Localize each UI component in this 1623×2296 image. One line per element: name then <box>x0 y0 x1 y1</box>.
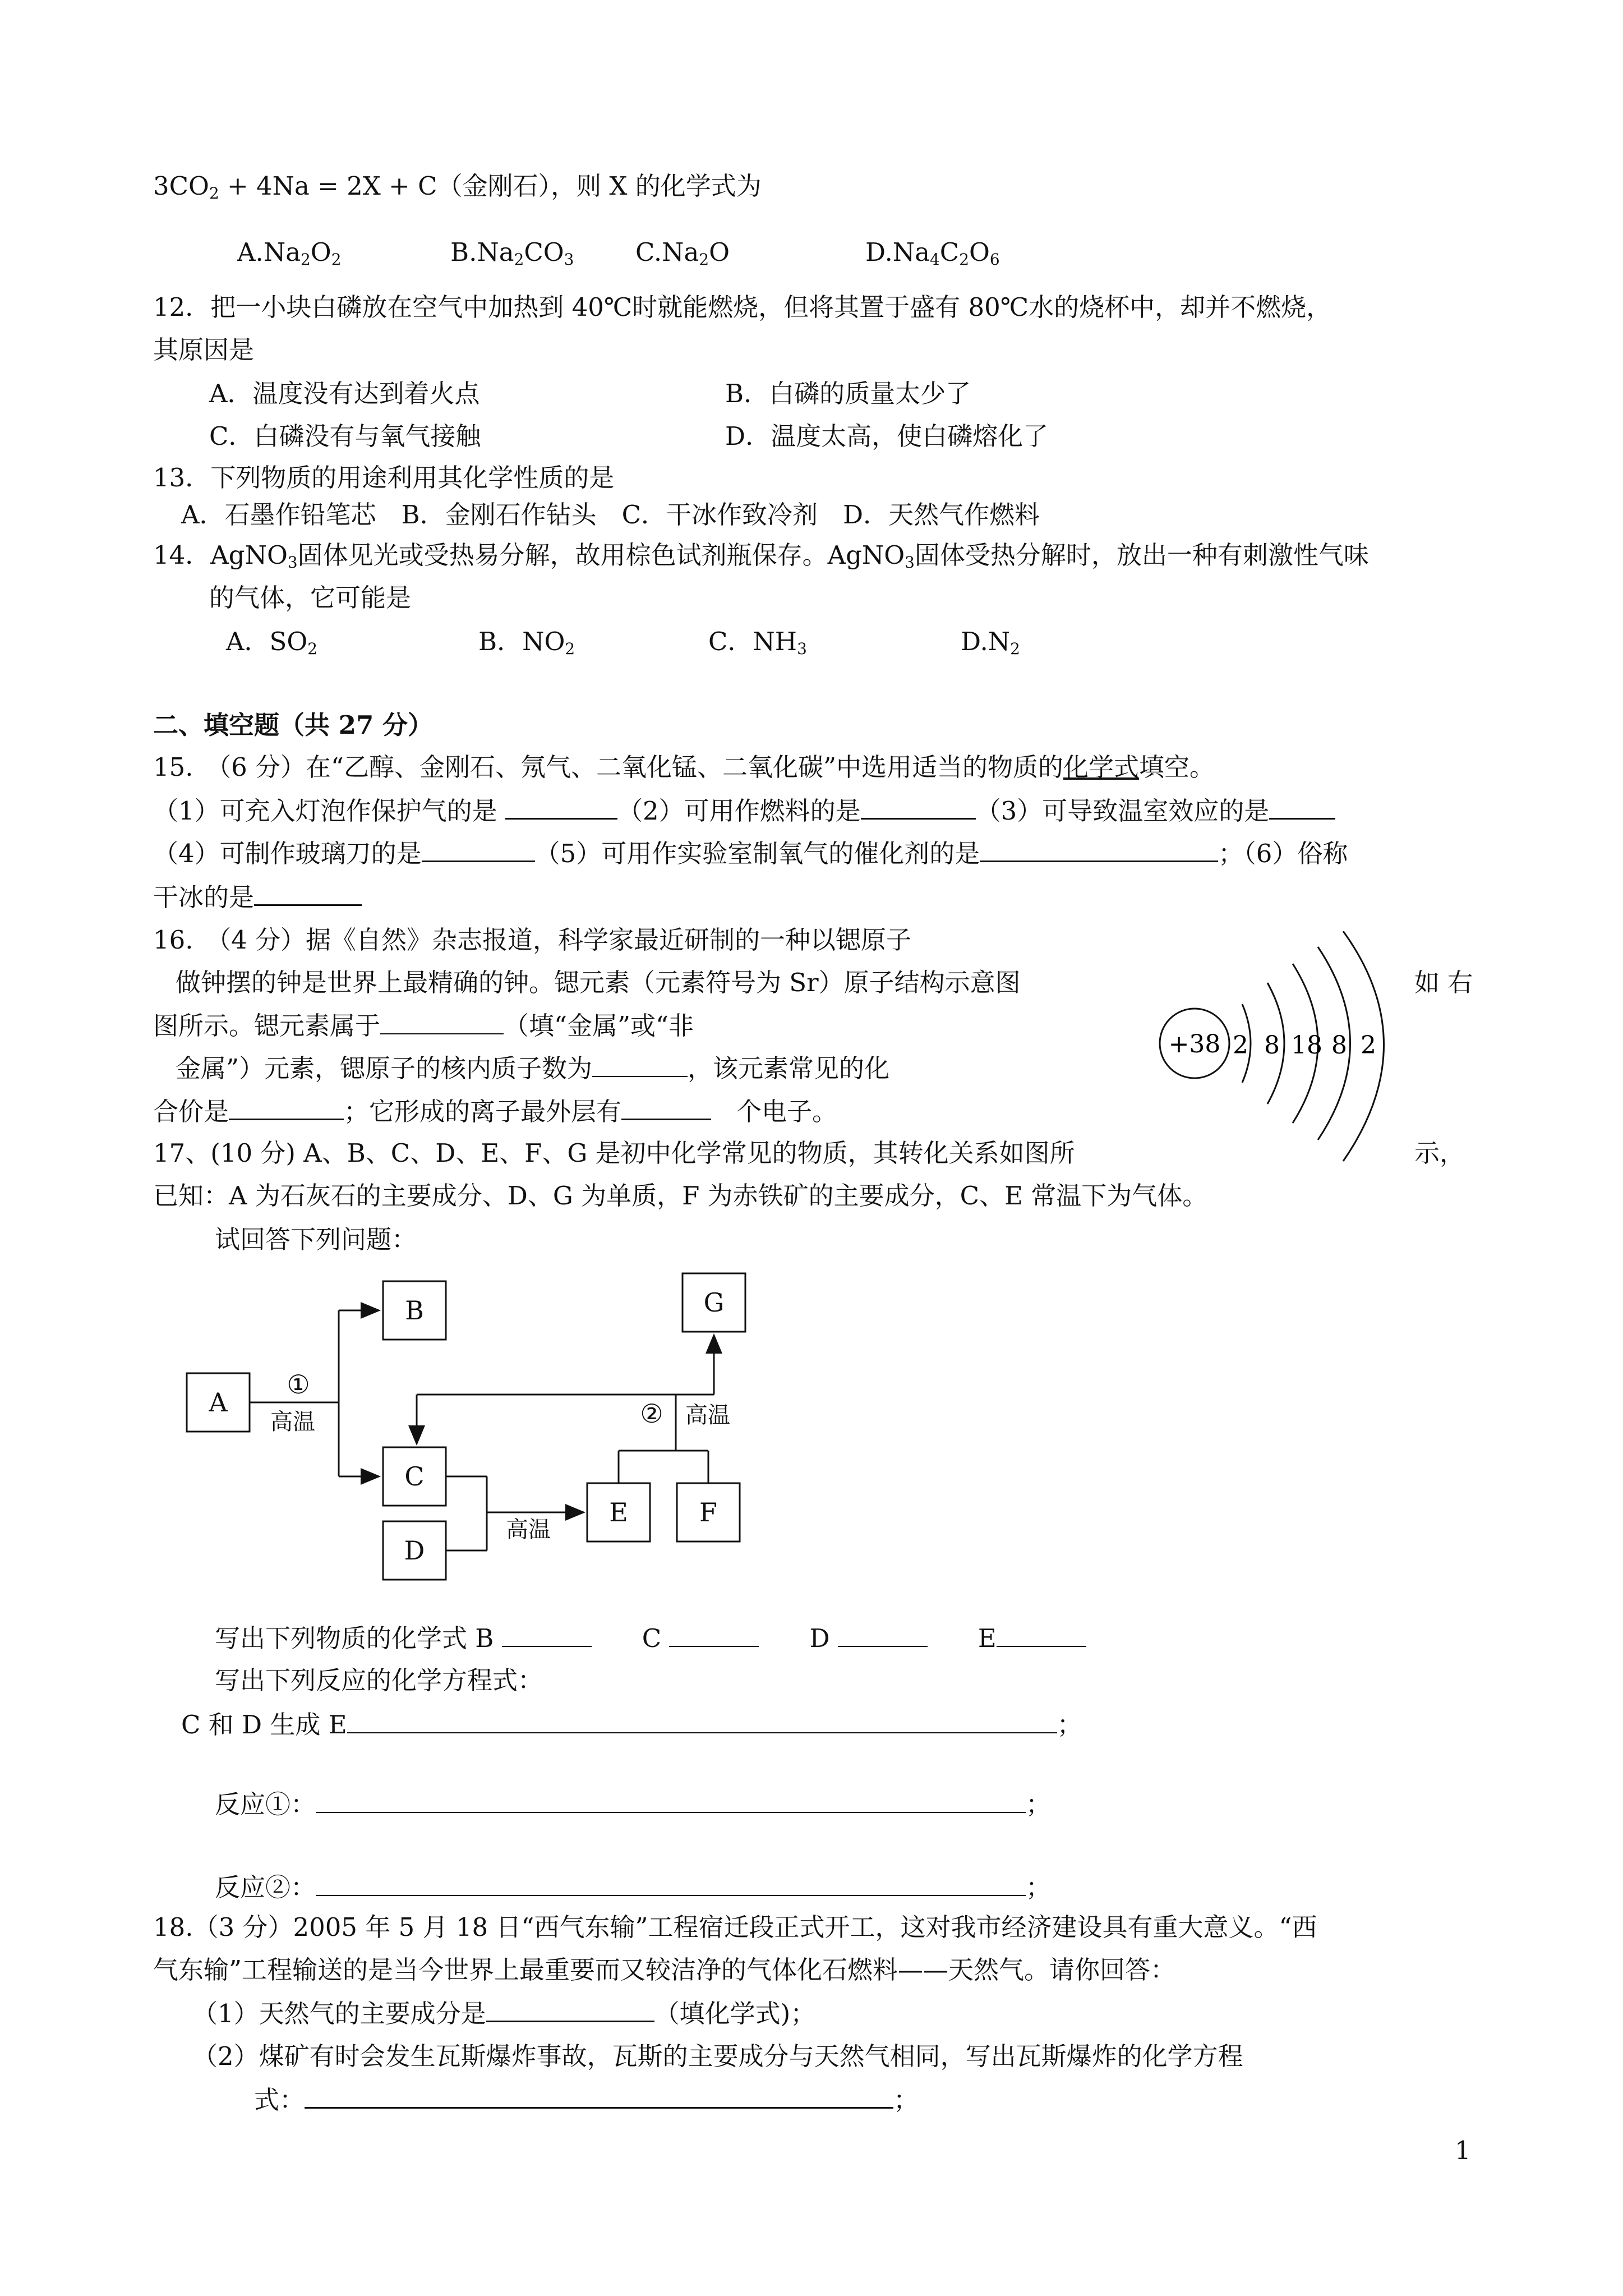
formula-subscript: 2 <box>331 250 342 269</box>
atom-shell-count-2: 8 <box>1264 1031 1280 1060</box>
box-b-label: B <box>405 1295 424 1326</box>
condition-label-3: 高温 <box>506 1517 551 1543</box>
q14-option-c: C．$NH_3$ <box>708 627 807 658</box>
q14-option-b: B．$NO_2$ <box>478 627 575 658</box>
formula-subscript: 4 <box>930 250 940 269</box>
q17-equation-prompt: 写出下列反应的化学方程式： <box>215 1665 543 1695</box>
q11-equation: $3CO_2 + 4Na = 2X + C$（金刚石），则 X 的化学式为 <box>153 171 762 203</box>
q16-line5: 合价是 ；它形成的离子最外层有 个电子。 <box>153 1094 837 1129</box>
q17-reaction-2-line: 反应②： ； <box>215 1870 1051 1904</box>
formula-subscript: 2 <box>514 250 524 269</box>
q17-blank-d[interactable] <box>838 1621 928 1647</box>
formula-text: Na <box>477 237 514 267</box>
q11-option-b <box>450 236 574 269</box>
q12-option-b: B．白磷的质量太少了 <box>725 379 971 408</box>
q12-option-c: C．白磷没有与氧气接触 <box>209 421 481 451</box>
formula-subscript: 2 <box>959 250 969 269</box>
box-e-label: E <box>609 1497 628 1527</box>
condition-label-2: 高温 <box>685 1402 730 1428</box>
q15-underlined-term: 化学式 <box>1063 752 1140 782</box>
box-g-label: G <box>703 1287 725 1318</box>
q17-line2: 已知：A 为石灰石的主要成分、D、G 为单质，F 为赤铁矿的主要成分，C、E 常温下为气体。 <box>153 1181 1208 1211</box>
formula-text: Na <box>263 237 301 267</box>
q13-stem: 13．下列物质的用途利用其化学性质的是 <box>153 463 615 493</box>
q17-reaction-1-line: 反应①： ； <box>215 1787 1051 1821</box>
atom-shell-count-4: 8 <box>1331 1031 1347 1060</box>
atom-shell-count-1: 2 <box>1233 1031 1248 1060</box>
formula-text: O <box>709 237 730 267</box>
atom-shell-count-5: 2 <box>1361 1031 1376 1060</box>
q15-line3: （4）可制作玻璃刀的是 （5）可用作实验室制氧气的催化剂的是 ；（6）俗称 <box>153 836 1348 871</box>
q17-line1: 17、(10 分) A、B、C、D、E、F、G 是初中化学常见的物质，其转化关系如图所 <box>153 1138 1075 1168</box>
q16-line2-right: 如 右 <box>1414 968 1473 997</box>
q16-line1: 16. （4 分）据《自然》杂志报道，科学家最近研制的一种以锶原子 <box>153 925 912 955</box>
q16-line3: 图所示。锶元素属于 （填“金属”或“非 <box>153 1009 694 1043</box>
q14-option-a: A．$SO_2$ <box>226 627 317 658</box>
q17-equation-ce-line: C 和 D 生成 E ； <box>181 1708 1082 1742</box>
formula-text: O <box>310 237 331 267</box>
formula-text: C <box>939 237 960 267</box>
option-letter: D. <box>865 237 893 267</box>
q16-line2: 做钟摆的钟是世界上最精确的钟。锶元素（元素符号为 Sr）原子结构示意图 <box>176 968 1021 997</box>
q17-blank-e[interactable] <box>997 1621 1086 1647</box>
q18-blank-2[interactable] <box>305 2082 893 2109</box>
box-a-label: A <box>209 1387 228 1418</box>
q16-blank-1[interactable] <box>380 1009 504 1034</box>
q12-option-a: A．温度没有达到着火点 <box>209 379 480 408</box>
q17-blank-b[interactable] <box>502 1621 592 1647</box>
q18-line5: 式： ； <box>254 2082 919 2117</box>
q12-option-d: D．温度太高，使白磷熔化了 <box>725 421 1049 451</box>
condition-label-1: 高温 <box>270 1409 315 1435</box>
q12-stem-line1: 12．把一小块白磷放在空气中加热到 40℃时就能燃烧，但将其置于盛有 80℃水的烧杯中，却并不燃烧， <box>153 292 1332 322</box>
q16-blank-4[interactable] <box>621 1094 711 1120</box>
q18-line3: （1）天然气的主要成分是 （填化学式)； <box>192 1996 815 2031</box>
formula-text: O <box>969 237 990 267</box>
q16-blank-3[interactable] <box>229 1094 344 1120</box>
atom-shell-count-3: 18 <box>1291 1031 1322 1060</box>
formula-subscript: 3 <box>564 250 574 269</box>
q15-blank-6[interactable] <box>254 880 362 906</box>
q14-stem-line1: 14．AgNO$_3$固体见光或受热易分解，故用棕色试剂瓶保存。AgNO$_3$固体受热分解时，放出一种有刺激性气味 <box>153 540 1369 572</box>
q11-option-a <box>237 236 341 269</box>
box-f-label: F <box>699 1497 717 1527</box>
formula-text: Na <box>662 237 699 267</box>
formula-subscript: 6 <box>989 250 1000 269</box>
q17-line1-right: 示， <box>1414 1138 1465 1168</box>
q18-line2: 气东输”工程输送的是当今世界上最重要而又较洁净的气体化石燃料——天然气。请你回答： <box>153 1955 1176 1985</box>
formula-subscript: 2 <box>301 250 311 269</box>
page-number: 1 <box>1455 2136 1471 2165</box>
q15-blank-2[interactable] <box>861 793 976 820</box>
q14-stem-line2: 的气体，它可能是 <box>209 583 412 613</box>
conversion-flow-diagram <box>168 1257 785 1616</box>
q18-line4: （2）煤矿有时会发生瓦斯爆炸事故，瓦斯的主要成分与天然气相同，写出瓦斯爆炸的化学方程 <box>192 2041 1243 2071</box>
q17-blank-reaction-1[interactable] <box>316 1787 1026 1813</box>
q18-line1: 18.（3 分）2005 年 5 月 18 日“西气东输”工程宿迁段正式开工，这对我市经济建设具有重大意义。“西 <box>153 1912 1317 1942</box>
q11-option-d <box>865 236 1000 269</box>
q15-blank-1[interactable] <box>505 793 617 820</box>
q13-options: A．石墨作铅笔芯 B．金刚石作钻头 C．干冰作致冷剂 D．天然气作燃料 <box>181 500 1040 530</box>
option-letter: B. <box>450 237 477 267</box>
q17-blank-c[interactable] <box>669 1621 759 1647</box>
option-letter: A. <box>237 237 264 267</box>
box-c-label: C <box>404 1461 425 1492</box>
q16-blank-2[interactable] <box>592 1051 688 1077</box>
q15-blank-4[interactable] <box>422 836 535 862</box>
q12-stem-line2: 其原因是 <box>153 335 255 365</box>
formula-subscript: 2 <box>699 250 709 269</box>
step-2-label: ② <box>640 1398 663 1429</box>
atom-nucleus-label: +38 <box>1168 1030 1221 1059</box>
q17-formula-line: 写出下列物质的化学式 B C D E <box>215 1621 1086 1655</box>
q15-stem: 15. （6 分）在“乙醇、金刚石、氖气、二氧化锰、二氧化碳”中选用适当的物质的化学式填空。 <box>153 752 1215 782</box>
q17-blank-reaction-2[interactable] <box>316 1870 1026 1896</box>
q15-blank-5[interactable] <box>980 836 1218 862</box>
q18-blank-1[interactable] <box>486 1996 654 2022</box>
step-1-label: ① <box>287 1369 310 1400</box>
q17-blank-ce[interactable] <box>347 1708 1057 1733</box>
q14-option-d: $D.N_2$ <box>961 627 1020 658</box>
box-d-label: D <box>404 1535 425 1566</box>
q16-line4: 金属”）元素，锶原子的核内质子数为 ，该元素常见的化 <box>176 1051 889 1085</box>
formula-text: CO <box>524 237 564 267</box>
section-2-title: 二、填空题（共 27 分） <box>153 710 433 740</box>
option-letter: C. <box>635 237 662 267</box>
q15-line4: 干冰的是 <box>153 880 362 914</box>
q11-option-c <box>635 236 730 269</box>
q15-blank-3[interactable] <box>1269 793 1335 820</box>
q15-line2: （1）可充入灯泡作保护气的是 （2）可用作燃料的是 （3）可导致温室效应的是 <box>153 793 1335 828</box>
formula-text: Na <box>892 237 930 267</box>
q17-line3: 试回答下列问题： <box>215 1225 417 1254</box>
